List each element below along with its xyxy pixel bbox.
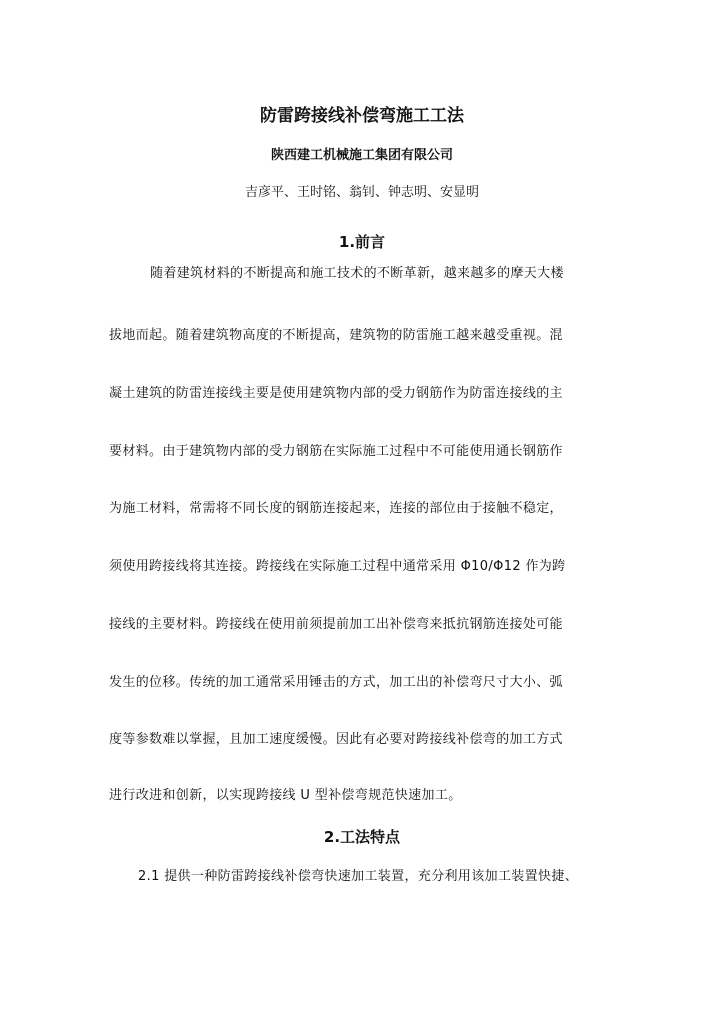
paragraph-line: 随着建筑材料的不断提高和施工技术的不断革新，越来越多的摩天大楼 xyxy=(150,266,564,281)
paragraph-line: 凝土建筑的防雷连接线主要是使用建筑物内部的受力钢筋作为防雷连接线的主 xyxy=(109,386,563,401)
paragraph-line: 拔地而起。随着建筑物高度的不断提高，建筑物的防雷施工越来越受重视。混 xyxy=(109,328,563,343)
paragraph-line: 须使用跨接线将其连接。跨接线在实际施工过程中通常采用 Φ10/Φ12 作为跨 xyxy=(109,559,566,574)
section-heading-features: 2.工法特点 xyxy=(323,828,401,846)
organization-name: 陕西建工机械施工集团有限公司 xyxy=(270,148,453,163)
paragraph-line: 接线的主要材料。跨接线在使用前须提前加工出补偿弯来抵抗钢筋连接处可能 xyxy=(109,617,563,632)
paragraph-line: 发生的位移。传统的加工通常采用锤击的方式，加工出的补偿弯尺寸大小、弧 xyxy=(109,675,563,690)
paragraph-line: 2.1 提供一种防雷跨接线补偿弯快速加工装置，充分利用该加工装置快捷、 xyxy=(138,869,579,884)
document-title: 防雷跨接线补偿弯施工工法 xyxy=(260,106,464,126)
paragraph-line: 度等参数难以掌握，且加工速度缓慢。因此有必要对跨接线补偿弯的加工方式 xyxy=(109,732,563,747)
paragraph-line: 进行改进和创新，以实现跨接线 U 型补偿弯规范快速加工。 xyxy=(109,788,462,803)
paragraph-line: 为施工材料，常需将不同长度的钢筋连接起来，连接的部位由于接触不稳定， xyxy=(109,501,563,516)
author-list: 吉彦平、王时铭、翁钊、钟志明、安显明 xyxy=(244,185,479,200)
paragraph-line: 要材料。由于建筑物内部的受力钢筋在实际施工过程中不可能使用通长钢筋作 xyxy=(109,444,563,459)
section-heading-preface: 1.前言 xyxy=(338,233,386,251)
